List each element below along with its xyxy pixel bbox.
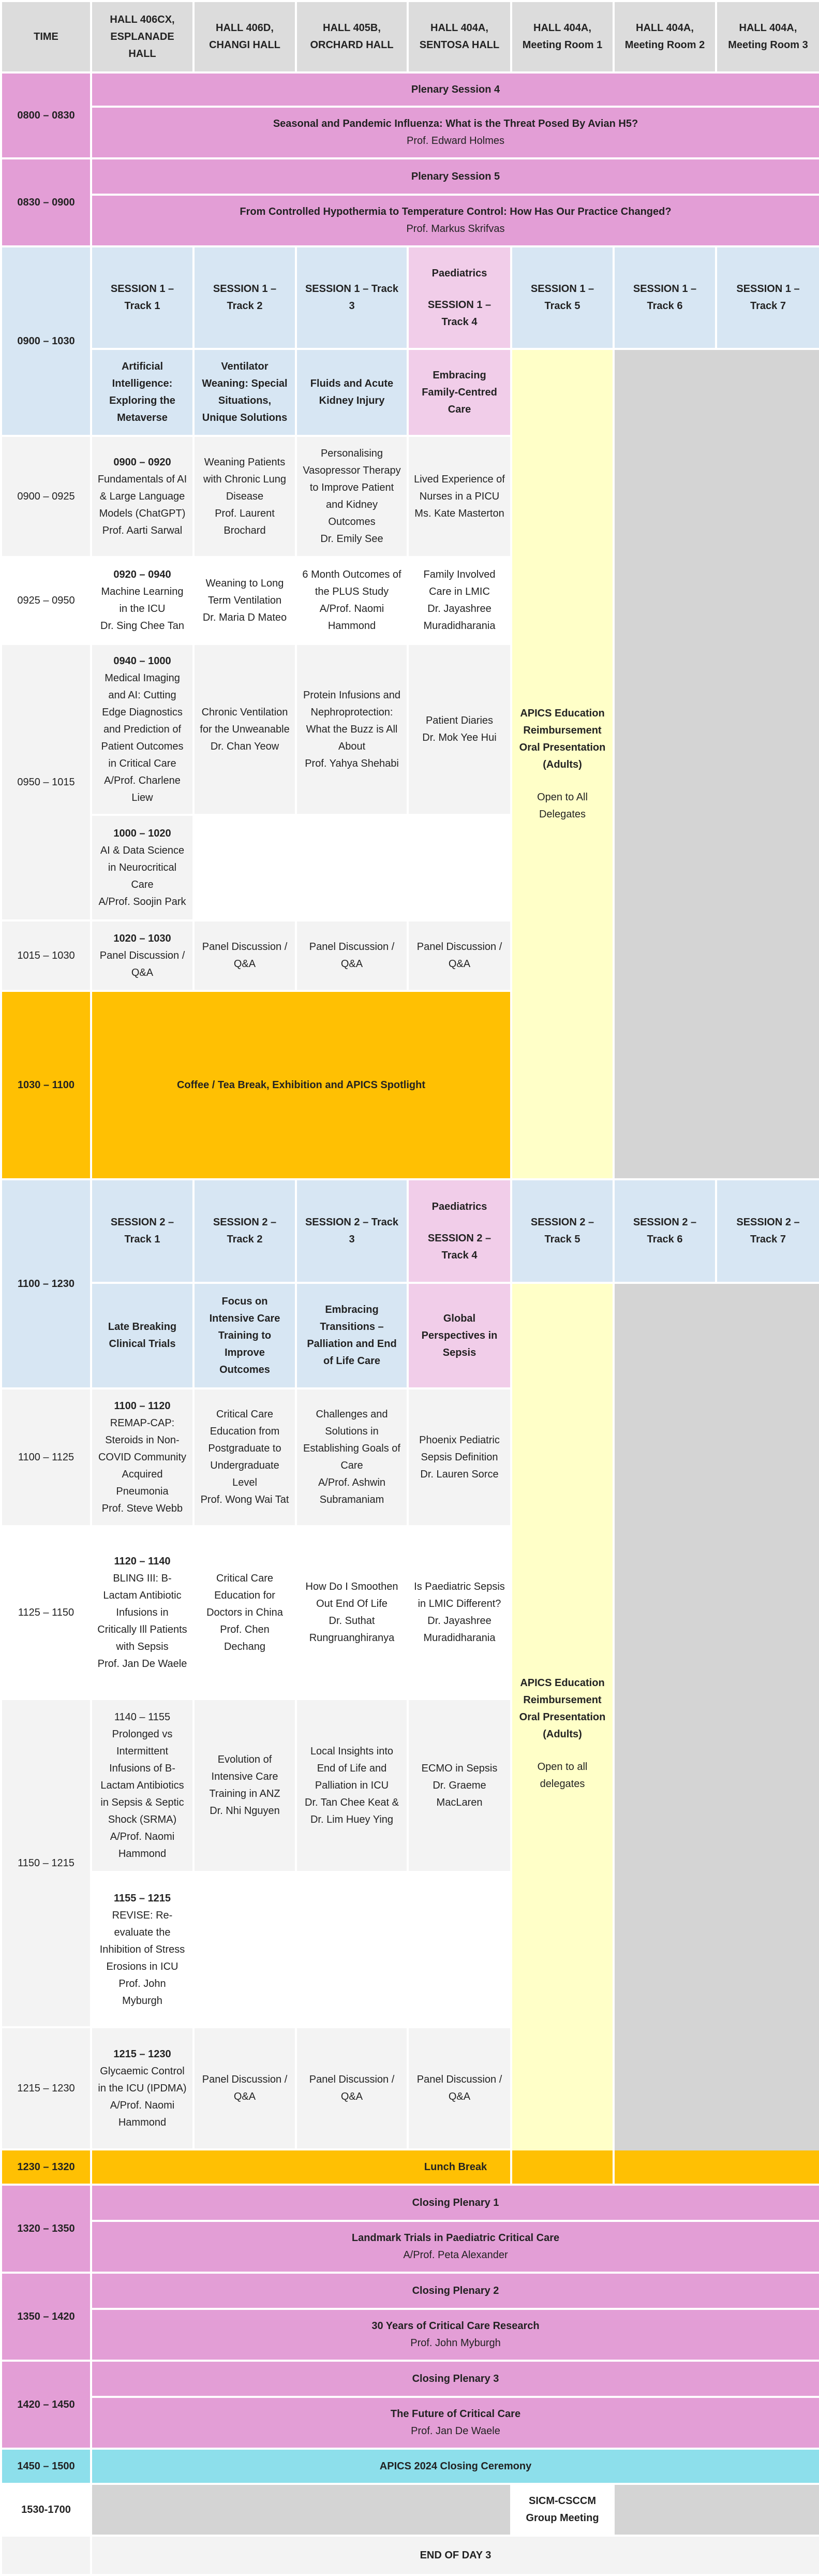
s1-talk — [193, 557, 296, 644]
lunch-label: Lunch Break — [91, 2149, 819, 2185]
s1-track2: SESSION 1 – Track 2 — [193, 246, 296, 349]
s1-talk — [296, 557, 408, 644]
time-break1: 1030 – 1100 — [1, 991, 91, 1179]
talk-title: Is Paediatric Sepsis in LMIC Different? — [414, 1581, 505, 1609]
s1-track6: SESSION 1 – Track 6 — [614, 246, 716, 349]
header-meeting-room-3: HALL 404A, Meeting Room 3 — [716, 1, 819, 72]
end-of-day-label: END OF DAY 3 — [91, 2536, 819, 2575]
s1-talk — [193, 436, 296, 557]
plenary5-title: From Controlled Hypothermia to Temperature Control: How Has Our Practice Changed? — [240, 206, 672, 217]
s2-talk — [193, 1388, 296, 1526]
talk-speaker: Dr. Emily See — [320, 533, 383, 545]
time-plenary5: 0830 – 0900 — [1, 158, 91, 246]
empty-cell — [408, 815, 511, 920]
talk-title: Chronic Ventilation for the Unweanable — [200, 706, 290, 735]
sicm-meeting: SICM-CSCCM Group Meeting — [511, 2484, 614, 2536]
talk-title: Patient Diaries — [425, 715, 494, 726]
s1-talk — [193, 644, 296, 815]
talk-time: 1000 – 1020 — [113, 827, 171, 839]
talk-speaker: Prof. Steve Webb — [101, 1502, 183, 1514]
talk-speaker: A/Prof. Ashwin Subramaniam — [318, 1477, 386, 1505]
row-time: 1215 – 1230 — [1, 2027, 91, 2149]
plenary4-speaker: Prof. Edward Holmes — [407, 135, 504, 147]
s2-talk — [296, 1388, 408, 1526]
row-time: 0925 – 0950 — [1, 557, 91, 644]
s2-talk — [91, 1388, 193, 1526]
time-session2: 1100 – 1230 — [1, 1179, 91, 1388]
s2-track4 — [408, 1179, 511, 1283]
talk-time: 0940 – 1000 — [113, 655, 171, 667]
header-hall-405b: HALL 405B, ORCHARD HALL — [296, 1, 408, 72]
s2-talk — [91, 1526, 193, 1699]
talk-speaker: Dr. Maria D Mateo — [202, 611, 287, 623]
s1-talk — [91, 815, 193, 920]
closing3-title: The Future of Critical Care — [390, 2408, 521, 2420]
header-meeting-room-2: HALL 404A, Meeting Room 2 — [614, 1, 716, 72]
talk-title: Evolution of Intensive Care Training in ANZ — [209, 1754, 280, 1799]
talk-title: ECMO in Sepsis — [421, 1762, 498, 1774]
s1-talk — [91, 436, 193, 557]
talk-title: Family Involved Care in LMIC — [423, 569, 496, 597]
talk-time: 1155 – 1215 — [113, 1892, 171, 1904]
s1-talk — [91, 644, 193, 815]
s1-talk — [408, 557, 511, 644]
talk-title: Challenges and Solutions in Establishing Goals of Care — [303, 1409, 400, 1471]
talk-title: How Do I Smoothen Out End Of Life — [305, 1581, 398, 1609]
s2-track2: SESSION 2 – Track 2 — [193, 1179, 296, 1283]
row-time: 1150 – 1215 — [1, 1699, 91, 2027]
closing3-talk — [91, 2397, 819, 2449]
talk-title: Weaning to Long Term Ventilation — [205, 577, 284, 606]
s2-empty-rooms — [614, 1283, 819, 2185]
s1-track4 — [408, 246, 511, 349]
s1-talk — [296, 436, 408, 557]
time-closing1: 1320 – 1350 — [1, 2185, 91, 2273]
empty-cell — [408, 1872, 511, 2027]
closing2-heading: Closing Plenary 2 — [91, 2273, 819, 2309]
header-row — [1, 1, 819, 72]
s2-track6: SESSION 2 – Track 6 — [614, 1179, 716, 1283]
ceremony-label: APICS 2024 Closing Ceremony — [91, 2449, 819, 2484]
plenary5-talk — [91, 195, 819, 246]
talk-title: 6 Month Outcomes of the PLUS Study — [302, 569, 401, 597]
talk-title: Phoenix Pediatric Sepsis Definition — [419, 1434, 500, 1463]
s1-theme3: Fluids and Acute Kidney Injury — [296, 349, 408, 436]
talk-time: 0900 – 0920 — [113, 456, 171, 468]
talk-speaker: Prof. John Myburgh — [118, 1978, 166, 2007]
talk-speaker: Dr. Jayashree Muradidharania — [423, 1615, 496, 1644]
talk-speaker: A/Prof. Naomi Hammond — [110, 1831, 175, 1860]
talk-speaker: Dr. Chan Yeow — [210, 740, 279, 752]
row-time: 1125 – 1150 — [1, 1526, 91, 1699]
empty-cell — [193, 1872, 296, 2027]
closing1-heading: Closing Plenary 1 — [91, 2185, 819, 2221]
talk-speaker: A/Prof. Naomi Hammond — [319, 603, 384, 632]
talk-title: Lived Experience of Nurses in a PICU — [414, 473, 505, 502]
talk-title: Critical Care Education for Doctors in China — [206, 1572, 283, 1618]
s1-talk — [408, 644, 511, 815]
time-ceremony: 1450 – 1500 — [1, 2449, 91, 2484]
sicm-row — [1, 2484, 819, 2536]
closing3-speaker: Prof. Jan De Waele — [411, 2425, 500, 2437]
talk-title: Machine Learning in the ICU — [101, 586, 184, 614]
talk-speaker: Dr. Graeme MacLaren — [433, 1779, 486, 1808]
talk-speaker: Dr. Lauren Sorce — [420, 1468, 499, 1480]
empty-cell — [193, 815, 296, 920]
s1-empty-rooms — [614, 349, 819, 1179]
talk-title: Medical Imaging and AI: Cutting Edge Diagnostics and Prediction of Patient Outcomes in Critical Care — [101, 672, 184, 769]
s1-apics-title: APICS Education Reimbursement Oral Presentation (Adults) — [519, 708, 606, 770]
time-session1: 0900 – 1030 — [1, 246, 91, 436]
s2-track5: SESSION 2 – Track 5 — [511, 1179, 614, 1283]
header-hall-406cx: HALL 406CX, ESPLANADE HALL — [91, 1, 193, 72]
s1-talk — [408, 436, 511, 557]
s2-track1: SESSION 2 – Track 1 — [91, 1179, 193, 1283]
talk-title: Prolonged vs Intermittent Infusions of B-Lactam Antibiotics in Sepsis & Septic Shock (SRMA) — [100, 1728, 184, 1825]
s2-apics-note: Open to all delegates — [537, 1761, 588, 1790]
row-time: 1015 – 1030 — [1, 920, 91, 991]
closing2-speaker: Prof. John Myburgh — [410, 2337, 501, 2349]
s1-talk — [91, 920, 193, 991]
talk-speaker: A/Prof. Soojin Park — [98, 896, 186, 908]
time-closing3: 1420 – 1450 — [1, 2361, 91, 2449]
s1-theme2: Ventilator Weaning: Special Situations, Unique Solutions — [193, 349, 296, 436]
s1-theme4: Embracing Family-Centred Care — [408, 349, 511, 436]
talk-speaker: Prof. Yahya Shehabi — [305, 757, 399, 769]
talk-time: 1100 – 1120 — [114, 1400, 171, 1412]
ceremony-row — [1, 2449, 819, 2484]
s1-track3: SESSION 1 – Track 3 — [296, 246, 408, 349]
talk-time: 1215 – 1230 — [113, 2048, 171, 2060]
talk-time: 1140 – 1155 — [114, 1711, 171, 1723]
talk-speaker: Dr. Lim Huey Ying — [310, 1813, 394, 1825]
talk-title: REMAP-CAP: Steroids in Non-COVID Community Acquired Pneumonia — [98, 1417, 187, 1497]
panel-discussion: Panel Discussion / Q&A — [408, 920, 511, 991]
plenary4-title: Seasonal and Pandemic Influenza: What is the Threat Posed By Avian H5? — [273, 118, 638, 129]
lunch-row — [1, 2149, 819, 2185]
talk-speaker: A/Prof. Naomi Hammond — [110, 2099, 175, 2128]
s2-apics-title: APICS Education Reimbursement Oral Presentation (Adults) — [519, 1677, 606, 1740]
s1-talk — [296, 644, 408, 815]
break1-label: Coffee / Tea Break, Exhibition and APICS Spotlight — [91, 991, 511, 1179]
talk-time: 1120 – 1140 — [114, 1555, 171, 1567]
talk-speaker: Dr. Mok Yee Hui — [422, 732, 497, 743]
talk-title: REVISE: Re-evaluate the Inhibition of Stress Erosions in ICU — [99, 1909, 185, 1972]
end-row — [1, 2536, 819, 2575]
talk-title: Fundamentals of AI & Large Language Models (ChatGPT) — [97, 473, 187, 519]
s1-paeds-label: Paediatrics — [431, 267, 487, 279]
s2-talk — [296, 1526, 408, 1699]
s2-talk — [193, 1699, 296, 1872]
talk-speaker: Prof. Jan De Waele — [97, 1658, 187, 1670]
s2-apics-oral-presentation — [511, 1283, 614, 2185]
empty-cell — [296, 815, 408, 920]
header-hall-404a: HALL 404A, SENTOSA HALL — [408, 1, 511, 72]
plenary4-heading: Plenary Session 4 — [91, 72, 819, 107]
panel-discussion: Panel Discussion / Q&A — [193, 2027, 296, 2149]
panel-discussion: Panel Discussion / Q&A — [296, 2027, 408, 2149]
plenary4-talk — [91, 107, 819, 158]
time-sicm: 1530-1700 — [1, 2484, 91, 2536]
s1-theme1: Artificial Intelligence: Exploring the Metaverse — [91, 349, 193, 436]
talk-title: Local Insights into End of Life and Palliation in ICU — [310, 1745, 394, 1791]
talk-speaker: Dr. Suthat Rungruanghiranya — [309, 1615, 395, 1644]
s2-track7: SESSION 2 – Track 7 — [716, 1179, 819, 1283]
s2-talk — [91, 1872, 193, 2027]
s2-paeds-label: Paediatrics — [431, 1201, 487, 1212]
talk-speaker: Dr. Nhi Nguyen — [210, 1805, 280, 1817]
talk-speaker: Ms. Kate Masterton — [414, 507, 504, 519]
row-time: 0950 – 1015 — [1, 644, 91, 920]
plenary5-heading: Plenary Session 5 — [91, 158, 819, 195]
talk-title: Personalising Vasopressor Therapy to Improve Patient and Kidney Outcomes — [303, 448, 401, 528]
s1-track5: SESSION 1 – Track 5 — [511, 246, 614, 349]
s2-talk — [408, 1526, 511, 1699]
s1-track7: SESSION 1 – Track 7 — [716, 246, 819, 349]
talk-speaker: Dr. Jayashree Muradidharania — [423, 603, 496, 632]
talk-title: Panel Discussion / Q&A — [99, 949, 185, 978]
s1-talk — [91, 557, 193, 644]
talk-title: BLING III: B-Lactam Antibiotic Infusions in Critically Ill Patients with Sepsis — [97, 1572, 187, 1652]
talk-title: Critical Care Education from Postgraduate to Undergraduate Level — [208, 1409, 281, 1488]
closing1-talk — [91, 2221, 819, 2273]
talk-title: Glycaemic Control in the ICU (IPDMA) — [98, 2065, 187, 2094]
time-plenary4: 0800 – 0830 — [1, 72, 91, 158]
closing3-heading: Closing Plenary 3 — [91, 2361, 819, 2397]
header-hall-406d: HALL 406D, CHANGI HALL — [193, 1, 296, 72]
s2-theme4: Global Perspectives in Sepsis — [408, 1283, 511, 1388]
row-time: 1100 – 1125 — [1, 1388, 91, 1526]
closing2-title: 30 Years of Critical Care Research — [371, 2320, 540, 2332]
s2-talk — [408, 1699, 511, 1872]
closing1-title: Landmark Trials in Paediatric Critical Care — [351, 2232, 560, 2244]
talk-time: 1020 – 1030 — [113, 932, 171, 944]
time-lunch: 1230 – 1320 — [1, 2149, 91, 2185]
time-closing2: 1350 – 1420 — [1, 2273, 91, 2361]
talk-speaker: Prof. Wong Wai Tat — [200, 1494, 289, 1505]
sicm-empty-halls — [91, 2484, 511, 2536]
header-time: TIME — [1, 1, 91, 72]
row-time: 0900 – 0925 — [1, 436, 91, 557]
panel-discussion: Panel Discussion / Q&A — [193, 920, 296, 991]
s1-track1: SESSION 1 – Track 1 — [91, 246, 193, 349]
closing2-talk — [91, 2309, 819, 2361]
s2-theme2: Focus on Intensive Care Training to Improve Outcomes — [193, 1283, 296, 1388]
talk-speaker: Dr. Tan Chee Keat & — [305, 1796, 399, 1808]
s1-track4-label: SESSION 1 – Track 4 — [427, 299, 492, 328]
s2-talk — [91, 2027, 193, 2149]
s1-apics-note: Open to All Delegates — [537, 792, 588, 820]
header-meeting-room-1: HALL 404A, Meeting Room 1 — [511, 1, 614, 72]
talk-time: 0920 – 0940 — [113, 569, 171, 580]
s2-talk — [296, 1699, 408, 1872]
talk-speaker: Prof. Chen Dechang — [220, 1623, 270, 1652]
talk-speaker: Prof. Aarti Sarwal — [102, 524, 183, 536]
closing1-speaker: A/Prof. Peta Alexander — [403, 2249, 508, 2261]
talk-title: Weaning Patients with Chronic Lung Disease — [203, 456, 287, 502]
plenary5-speaker: Prof. Markus Skrifvas — [406, 223, 505, 235]
talk-title: AI & Data Science in Neurocritical Care — [100, 844, 185, 890]
s2-track4-label: SESSION 2 – Track 4 — [427, 1232, 492, 1261]
panel-discussion: Panel Discussion / Q&A — [408, 2027, 511, 2149]
talk-title: Protein Infusions and Nephroprotection: What the Buzz is All About — [303, 689, 400, 752]
s1-apics-oral-presentation — [511, 349, 614, 1179]
empty-cell — [296, 1872, 408, 2027]
s2-theme3: Embracing Transitions – Palliation and End of Life Care — [296, 1283, 408, 1388]
s2-talk — [91, 1699, 193, 1872]
s2-talk — [193, 1526, 296, 1699]
panel-discussion: Panel Discussion / Q&A — [296, 920, 408, 991]
s2-talk — [408, 1388, 511, 1526]
s2-theme1: Late Breaking Clinical Trials — [91, 1283, 193, 1388]
s2-track3: SESSION 2 – Track 3 — [296, 1179, 408, 1283]
sicm-empty-rooms — [614, 2484, 819, 2536]
talk-speaker: Dr. Sing Chee Tan — [100, 620, 184, 632]
talk-speaker: Prof. Laurent Brochard — [215, 507, 275, 536]
end-time-empty — [1, 2536, 91, 2575]
talk-speaker: A/Prof. Charlene Liew — [104, 774, 181, 803]
